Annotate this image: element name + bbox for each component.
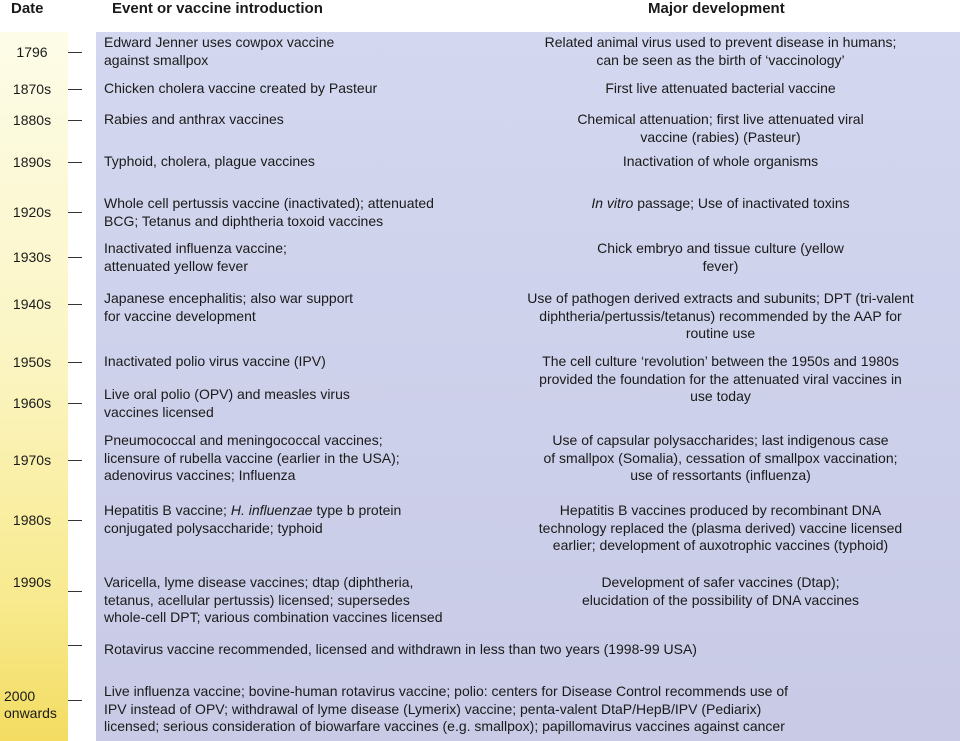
h-influenzae-italic: H. influenzae xyxy=(230,502,313,518)
rotavirus-event-text: Rotavirus vaccine recommended, licensed and withdrawn in less than two years (1998-99 USA) xyxy=(104,641,697,657)
major-development-text: Chemical attenuation; first live attenuated viral vaccine (rabies) (Pasteur) xyxy=(577,111,864,145)
timeline-tick xyxy=(68,460,82,461)
timeline-tick xyxy=(68,257,82,258)
major-development-text: Use of capsular polysaccharides; last indigenous case of smallpox (Somalia), cessation of smallpox vaccination; use of ressortants (influenza) xyxy=(543,432,898,484)
timeline-tick xyxy=(68,162,82,163)
event-2000-onwards-text: Live influenza vaccine; bovine-human rotavirus vaccine; polio: centers for Disease Control recommends use of IPV instead of OPV; withdrawal of lyme disease (Lymerix) vaccine; penta-valent DtaP/HepB/IPV (Pediarix) licensed; serious consideration of biowarfare vaccines (e.g. smallpox); papillomavirus vaccines against cancer xyxy=(104,683,789,735)
major-development-text: Related animal virus used to prevent disease in humans; can be seen as the birth of ‘vaccinology’ xyxy=(544,34,897,68)
timeline-tick xyxy=(68,120,82,121)
date-label: 1970s xyxy=(12,452,52,468)
major-development-text: First live attenuated bacterial vaccine xyxy=(605,80,836,96)
event-text: Varicella, lyme disease vaccines; dtap (diphtheria, tetanus, acellular pertussis) licensed; supersedes whole-cell DPT; various combination vaccines licensed xyxy=(104,574,443,626)
date-label-2000: 2000 onwards xyxy=(4,688,57,721)
date-label: 1870s xyxy=(12,81,52,97)
in-vitro-italic: In vitro xyxy=(591,195,634,211)
header-date: Date xyxy=(11,0,44,17)
major-development-text: The cell culture ‘revolution’ between the 1950s and 1980s provided the foundation for the attenuated viral vaccines in use today xyxy=(539,353,902,405)
major-development-text: In vitro passage; Use of inactivated toxins xyxy=(591,195,850,211)
major-development-text: Hepatitis B vaccines produced by recombinant DNA technology replaced the (plasma derived) vaccine licensed earlier; development of auxotrophic vaccines (typhoid) xyxy=(538,502,903,554)
timeline-tick xyxy=(68,700,82,701)
header-event: Event or vaccine introduction xyxy=(112,0,323,17)
event-text: Pneumococcal and meningococcal vaccines; licensure of rubella vaccine (earlier in the USA); adenovirus vaccines; Influenza xyxy=(104,432,400,484)
timeline-tick xyxy=(68,362,82,363)
event-text: Inactivated polio virus vaccine (IPV) xyxy=(104,353,326,369)
event-text: Chicken cholera vaccine created by Pasteur xyxy=(104,80,378,96)
date-label: 1796 xyxy=(16,44,48,60)
event-text: Edward Jenner uses cowpox vaccine against smallpox xyxy=(104,34,335,68)
major-development-text: Inactivation of whole organisms xyxy=(622,153,819,169)
timeline-tick xyxy=(68,520,82,521)
date-label: 1940s xyxy=(12,296,52,312)
timeline-tick xyxy=(68,304,82,305)
date-label: 1960s xyxy=(12,395,52,411)
event-text: Whole cell pertussis vaccine (inactivated); attenuated BCG; Tetanus and diphtheria toxoid vaccines xyxy=(104,195,434,229)
timeline-tick xyxy=(68,645,82,646)
event-text: Live oral polio (OPV) and measles virus vaccines licensed xyxy=(104,386,350,420)
timeline-tick xyxy=(68,52,82,53)
date-label: 1890s xyxy=(12,154,52,170)
date-column-bar xyxy=(0,32,68,741)
date-label: 1980s xyxy=(12,512,52,528)
timeline-tick xyxy=(68,591,82,592)
date-label: 1880s xyxy=(12,112,52,128)
timeline-tick xyxy=(68,89,82,90)
event-text: Hepatitis B vaccine; H. influenzae type b protein conjugated polysaccharide; typhoid xyxy=(104,502,402,536)
timeline-tick xyxy=(68,212,82,213)
header-major-development: Major development xyxy=(648,0,785,17)
date-label: 1920s xyxy=(12,204,52,220)
timeline-tick xyxy=(68,403,82,404)
major-development-text: Chick embryo and tissue culture (yellow fever) xyxy=(597,240,844,274)
major-development-text: Development of safer vaccines (Dtap); elucidation of the possibility of DNA vaccines xyxy=(581,574,860,608)
event-text: Japanese encephalitis; also war support for vaccine development xyxy=(104,290,354,324)
date-label: 1990s xyxy=(12,574,52,590)
date-label: 1950s xyxy=(12,354,52,370)
event-text: Rabies and anthrax vaccines xyxy=(104,111,284,127)
event-text: Typhoid, cholera, plague vaccines xyxy=(104,153,315,169)
date-label: 1930s xyxy=(12,249,52,265)
major-development-text: Use of pathogen derived extracts and subunits; DPT (tri-valent diphtheria/pertussis/tetanus) recommended by the AAP for routine use xyxy=(527,290,914,342)
event-text: Inactivated influenza vaccine; attenuated yellow fever xyxy=(104,240,287,274)
